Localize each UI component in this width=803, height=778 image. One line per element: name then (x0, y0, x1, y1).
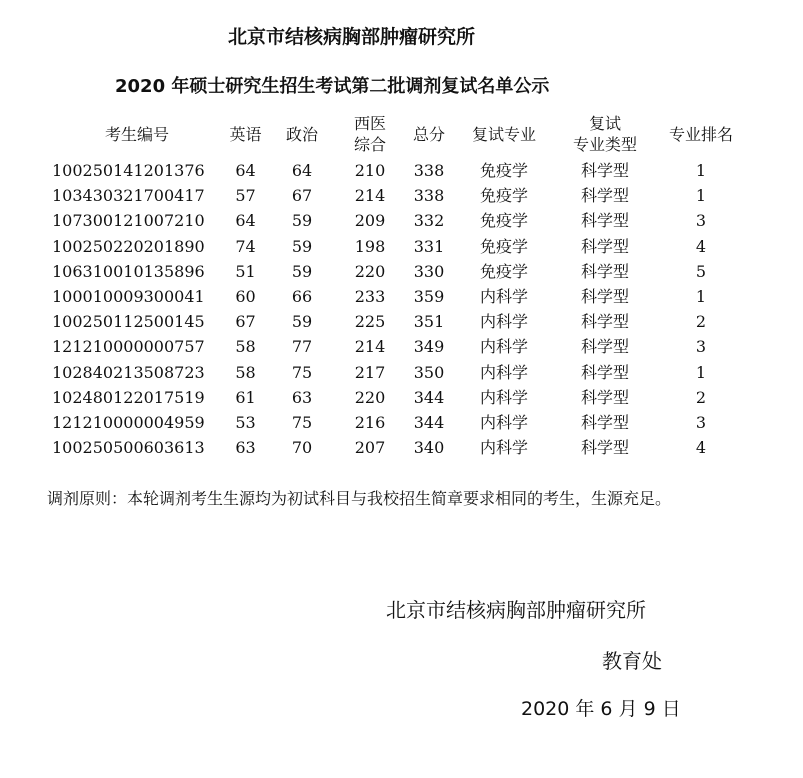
column-header-line: 复试专业 (471, 124, 536, 144)
table-cell: 64 (235, 211, 256, 231)
column-header-line: 考生编号 (104, 124, 169, 144)
table-cell: 免疫学 (479, 261, 528, 281)
table-cell: 1 (695, 186, 707, 206)
results-table (52, 110, 747, 460)
table-cell: 332 (413, 211, 445, 231)
table-cell: 3 (695, 211, 707, 231)
table-cell: 216 (354, 412, 386, 432)
column-header (655, 110, 747, 158)
table-cell: 331 (413, 236, 445, 256)
table-cell: 75 (291, 412, 313, 432)
table-cell: 科学型 (580, 161, 629, 181)
table-cell: 57 (235, 186, 256, 206)
table-row (52, 410, 747, 435)
table-cell: 338 (413, 161, 445, 181)
table-cell: 330 (413, 261, 445, 281)
table-cell: 1 (695, 287, 707, 307)
table-cell: 科学型 (580, 412, 629, 432)
table-cell: 科学型 (580, 438, 629, 458)
table-cell: 2 (695, 312, 707, 332)
table-cell: 220 (354, 387, 386, 407)
table-cell: 51 (235, 261, 256, 281)
table-row (52, 435, 747, 460)
table-row (52, 183, 747, 208)
table-cell: 内科学 (479, 312, 528, 332)
table-row (52, 158, 747, 183)
table-cell: 科学型 (580, 287, 629, 307)
table-cell: 内科学 (479, 362, 528, 382)
table-cell: 214 (354, 337, 386, 357)
table-cell: 210 (354, 161, 386, 181)
table-cell: 免疫学 (479, 186, 528, 206)
table-cell: 67 (291, 186, 313, 206)
table-cell: 科学型 (580, 387, 629, 407)
table-cell: 64 (235, 161, 256, 181)
table-row (52, 234, 747, 259)
table-cell: 1 (695, 161, 707, 181)
table-cell: 359 (413, 287, 445, 307)
table-cell: 349 (413, 337, 445, 357)
page-title: 北京市结核病胸部肿瘤研究所 (228, 26, 476, 48)
signature-department: 教育处 (602, 649, 662, 673)
table-cell: 63 (235, 438, 256, 458)
table-cell: 科学型 (580, 362, 629, 382)
table-cell: 59 (291, 211, 313, 231)
column-header-line: 总分 (412, 124, 445, 144)
column-header (453, 110, 555, 158)
table-cell: 344 (413, 387, 445, 407)
table-cell: 科学型 (580, 337, 629, 357)
table-cell: 351 (413, 312, 445, 332)
column-header-line: 综合 (353, 135, 386, 154)
table-cell: 58 (235, 337, 256, 357)
table-cell: 100250141201376 (52, 161, 205, 181)
table-cell: 内科学 (479, 387, 528, 407)
table-cell: 220 (354, 261, 386, 281)
table-row (52, 334, 747, 359)
table-cell: 3 (695, 337, 707, 357)
table-cell: 338 (413, 186, 445, 206)
table-cell: 233 (354, 287, 386, 307)
table-row (52, 360, 747, 385)
table-cell: 107300121007210 (52, 211, 205, 231)
table-cell: 100010009300041 (52, 287, 205, 307)
column-header (222, 110, 269, 158)
table-cell: 209 (354, 211, 386, 231)
table-cell: 198 (354, 236, 386, 256)
table-cell: 内科学 (479, 412, 528, 432)
table-cell: 53 (235, 412, 256, 432)
table-cell: 1 (695, 362, 707, 382)
table-cell: 59 (291, 261, 313, 281)
column-header (269, 110, 335, 158)
table-cell: 免疫学 (479, 161, 528, 181)
table-cell: 科学型 (580, 261, 629, 281)
table-cell: 科学型 (580, 186, 629, 206)
table-cell: 61 (235, 387, 256, 407)
table-cell: 121210000004959 (52, 412, 205, 432)
column-header (52, 110, 222, 158)
table-cell: 102480122017519 (52, 387, 205, 407)
page-subtitle: 2020 年硕士研究生招生考试第二批调剂复试名单公示 (115, 76, 550, 97)
column-header (405, 110, 453, 158)
table-cell: 70 (291, 438, 313, 458)
table-cell: 75 (291, 362, 313, 382)
table-cell: 科学型 (580, 236, 629, 256)
column-header-line: 专业排名 (668, 124, 733, 144)
table-cell: 225 (354, 312, 386, 332)
table-cell: 74 (235, 236, 256, 256)
table-cell: 科学型 (580, 312, 629, 332)
signature-organization: 北京市结核病胸部肿瘤研究所 (386, 598, 646, 622)
column-header-line: 政治 (285, 124, 318, 144)
column-header-line: 专业类型 (572, 135, 637, 154)
column-header-line: 西医 (353, 114, 386, 133)
adjustment-principle: 调剂原则：本轮调剂考生生源均为初试科目与我校招生简章要求相同的考生，生源充足。 (47, 489, 672, 508)
table-cell: 内科学 (479, 287, 528, 307)
signature-date: 2020 年 6 月 9 日 (521, 698, 681, 720)
table-cell: 63 (291, 387, 313, 407)
table-cell: 5 (695, 261, 707, 281)
table-cell: 103430321700417 (52, 186, 205, 206)
table-cell: 100250500603613 (52, 438, 205, 458)
table-cell: 102840213508723 (52, 362, 205, 382)
table-cell: 2 (695, 387, 707, 407)
table-cell: 4 (695, 236, 707, 256)
table-cell: 100250112500145 (52, 312, 205, 332)
table-cell: 58 (235, 362, 256, 382)
table-cell: 免疫学 (479, 211, 528, 231)
table-cell: 59 (291, 312, 313, 332)
table-cell: 350 (413, 362, 445, 382)
table-cell: 207 (354, 438, 386, 458)
table-cell: 4 (695, 438, 707, 458)
table-cell: 121210000000757 (52, 337, 205, 357)
table-row (52, 208, 747, 233)
table-cell: 344 (413, 412, 445, 432)
table-cell: 内科学 (479, 438, 528, 458)
column-header (555, 110, 655, 158)
table-header-row (52, 110, 747, 158)
table-cell: 214 (354, 186, 386, 206)
column-header (335, 110, 405, 158)
table-cell: 59 (291, 236, 313, 256)
column-header-line: 英语 (229, 124, 262, 144)
table-cell: 内科学 (479, 337, 528, 357)
table-cell: 340 (413, 438, 445, 458)
table-cell: 3 (695, 412, 707, 432)
table-cell: 77 (291, 337, 313, 357)
table-cell: 66 (291, 287, 313, 307)
table-cell: 217 (354, 362, 386, 382)
table-cell: 67 (235, 312, 256, 332)
table-cell: 64 (291, 161, 313, 181)
column-header-line: 复试 (588, 114, 621, 133)
table-cell: 100250220201890 (52, 236, 205, 256)
table-row (52, 385, 747, 410)
table-cell: 60 (235, 287, 256, 307)
table-row (52, 284, 747, 309)
table-cell: 106310010135896 (52, 261, 205, 281)
table-cell: 科学型 (580, 211, 629, 231)
table-row (52, 259, 747, 284)
table-body (52, 158, 747, 460)
table-row (52, 309, 747, 334)
table-cell: 免疫学 (479, 236, 528, 256)
